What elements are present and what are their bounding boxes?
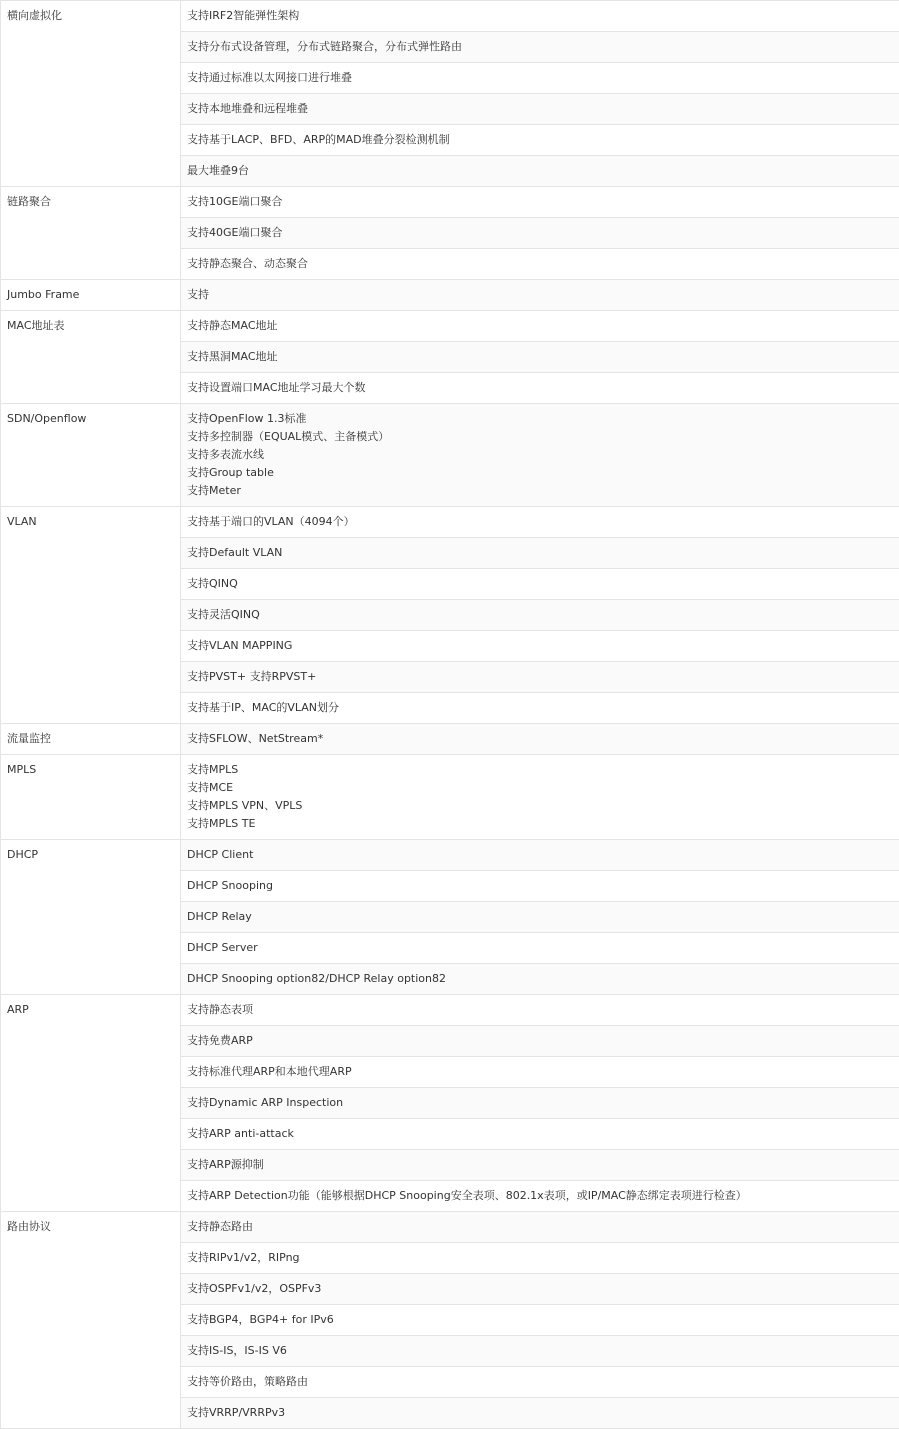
feature-line: 支持ARP anti-attack bbox=[187, 1125, 893, 1143]
category-cell: 流量监控 bbox=[1, 724, 181, 755]
feature-line: DHCP Client bbox=[187, 846, 893, 864]
feature-line: 支持静态聚合、动态聚合 bbox=[187, 255, 893, 273]
feature-cell bbox=[181, 94, 899, 125]
category-cell: MAC地址表 bbox=[1, 311, 181, 404]
feature-cell bbox=[181, 187, 899, 218]
category-cell: Jumbo Frame bbox=[1, 280, 181, 311]
feature-cell bbox=[181, 1398, 899, 1429]
category-cell: 横向虚拟化 bbox=[1, 1, 181, 187]
feature-cell bbox=[181, 507, 899, 538]
feature-line: 支持Dynamic ARP Inspection bbox=[187, 1094, 893, 1112]
feature-line: 支持ARP源抑制 bbox=[187, 1156, 893, 1174]
feature-line: 支持ARP Detection功能（能够根据DHCP Snooping安全表项、802.1x表项，或IP/MAC静态绑定表项进行检查） bbox=[187, 1187, 893, 1205]
spec-table-body bbox=[1, 1, 899, 1429]
feature-line: 支持黑洞MAC地址 bbox=[187, 348, 893, 366]
feature-cell bbox=[181, 404, 899, 507]
feature-cell bbox=[181, 280, 899, 311]
feature-line: 支持40GE端口聚合 bbox=[187, 224, 893, 242]
feature-line: 支持静态路由 bbox=[187, 1218, 893, 1236]
feature-cell bbox=[181, 693, 899, 724]
feature-cell bbox=[181, 1181, 899, 1212]
feature-line: 支持基于端口的VLAN（4094个） bbox=[187, 513, 893, 531]
category-cell: ARP bbox=[1, 995, 181, 1212]
feature-cell bbox=[181, 600, 899, 631]
category-cell: SDN/Openflow bbox=[1, 404, 181, 507]
feature-line: 支持免费ARP bbox=[187, 1032, 893, 1050]
category-cell: 链路聚合 bbox=[1, 187, 181, 280]
feature-cell bbox=[181, 373, 899, 404]
feature-cell bbox=[181, 933, 899, 964]
feature-line: 支持10GE端口聚合 bbox=[187, 193, 893, 211]
feature-cell bbox=[181, 871, 899, 902]
feature-line: 支持基于IP、MAC的VLAN划分 bbox=[187, 699, 893, 717]
feature-line: 支持SFLOW、NetStream* bbox=[187, 730, 893, 748]
table-row bbox=[1, 724, 899, 755]
feature-cell bbox=[181, 63, 899, 94]
feature-cell bbox=[181, 1057, 899, 1088]
feature-line: 支持标准代理ARP和本地代理ARP bbox=[187, 1063, 893, 1081]
feature-cell bbox=[181, 1119, 899, 1150]
feature-line: 支持基于LACP、BFD、ARP的MAD堆叠分裂检测机制 bbox=[187, 131, 893, 149]
table-row bbox=[1, 280, 899, 311]
feature-cell bbox=[181, 125, 899, 156]
feature-line: 支持Default VLAN bbox=[187, 544, 893, 562]
feature-line: 支持IRF2智能弹性架构 bbox=[187, 7, 893, 25]
feature-cell bbox=[181, 1150, 899, 1181]
feature-cell bbox=[181, 249, 899, 280]
feature-cell bbox=[181, 662, 899, 693]
table-row bbox=[1, 1, 899, 32]
table-row bbox=[1, 507, 899, 538]
feature-line: 支持静态表项 bbox=[187, 1001, 893, 1019]
feature-cell bbox=[181, 902, 899, 933]
feature-line: 支持PVST+ 支持RPVST+ bbox=[187, 668, 893, 686]
feature-line: DHCP Relay bbox=[187, 908, 893, 926]
feature-line: 支持OpenFlow 1.3标准 bbox=[187, 410, 893, 428]
feature-line: 支持通过标准以太网接口进行堆叠 bbox=[187, 69, 893, 87]
feature-line: 支持MPLS VPN、VPLS bbox=[187, 797, 893, 815]
feature-line: DHCP Snooping bbox=[187, 877, 893, 895]
feature-line: 支持设置端口MAC地址学习最大个数 bbox=[187, 379, 893, 397]
feature-line: 支持等价路由，策略路由 bbox=[187, 1373, 893, 1391]
feature-cell bbox=[181, 1212, 899, 1243]
feature-cell bbox=[181, 724, 899, 755]
feature-line: 支持MCE bbox=[187, 779, 893, 797]
feature-line: 支持灵活QINQ bbox=[187, 606, 893, 624]
feature-line: 支持IS-IS，IS-IS V6 bbox=[187, 1342, 893, 1360]
feature-cell bbox=[181, 538, 899, 569]
feature-line: 支持本地堆叠和远程堆叠 bbox=[187, 100, 893, 118]
table-row bbox=[1, 995, 899, 1026]
feature-cell bbox=[181, 32, 899, 63]
feature-line: 支持VRRP/VRRPv3 bbox=[187, 1404, 893, 1422]
table-row bbox=[1, 404, 899, 507]
feature-cell bbox=[181, 840, 899, 871]
feature-cell bbox=[181, 218, 899, 249]
feature-line: 最大堆叠9台 bbox=[187, 162, 893, 180]
table-row bbox=[1, 840, 899, 871]
feature-cell bbox=[181, 964, 899, 995]
feature-line: 支持静态MAC地址 bbox=[187, 317, 893, 335]
feature-cell bbox=[181, 755, 899, 840]
feature-line: DHCP Server bbox=[187, 939, 893, 957]
feature-cell bbox=[181, 1367, 899, 1398]
feature-line: 支持VLAN MAPPING bbox=[187, 637, 893, 655]
table-row bbox=[1, 311, 899, 342]
feature-line: 支持Meter bbox=[187, 482, 893, 500]
feature-cell bbox=[181, 1336, 899, 1367]
feature-cell bbox=[181, 156, 899, 187]
feature-cell bbox=[181, 1274, 899, 1305]
feature-cell bbox=[181, 311, 899, 342]
feature-line: 支持RIPv1/v2，RIPng bbox=[187, 1249, 893, 1267]
feature-line: 支持MPLS bbox=[187, 761, 893, 779]
feature-cell bbox=[181, 1243, 899, 1274]
feature-cell bbox=[181, 1, 899, 32]
feature-cell bbox=[181, 1305, 899, 1336]
category-cell: 路由协议 bbox=[1, 1212, 181, 1429]
category-cell: VLAN bbox=[1, 507, 181, 724]
feature-line: 支持OSPFv1/v2，OSPFv3 bbox=[187, 1280, 893, 1298]
feature-cell bbox=[181, 1088, 899, 1119]
feature-line: 支持 bbox=[187, 286, 893, 304]
feature-cell bbox=[181, 342, 899, 373]
category-cell: MPLS bbox=[1, 755, 181, 840]
category-cell: DHCP bbox=[1, 840, 181, 995]
feature-line: 支持多表流水线 bbox=[187, 446, 893, 464]
feature-cell bbox=[181, 631, 899, 662]
feature-cell bbox=[181, 1026, 899, 1057]
table-row bbox=[1, 1212, 899, 1243]
table-row bbox=[1, 755, 899, 840]
feature-cell bbox=[181, 995, 899, 1026]
feature-line: DHCP Snooping option82/DHCP Relay option82 bbox=[187, 970, 893, 988]
feature-line: 支持MPLS TE bbox=[187, 815, 893, 833]
feature-line: 支持Group table bbox=[187, 464, 893, 482]
feature-line: 支持分布式设备管理，分布式链路聚合，分布式弹性路由 bbox=[187, 38, 893, 56]
feature-line: 支持QINQ bbox=[187, 575, 893, 593]
feature-line: 支持BGP4，BGP4+ for IPv6 bbox=[187, 1311, 893, 1329]
feature-cell bbox=[181, 569, 899, 600]
feature-line: 支持多控制器（EQUAL模式、主备模式） bbox=[187, 428, 893, 446]
table-row bbox=[1, 187, 899, 218]
